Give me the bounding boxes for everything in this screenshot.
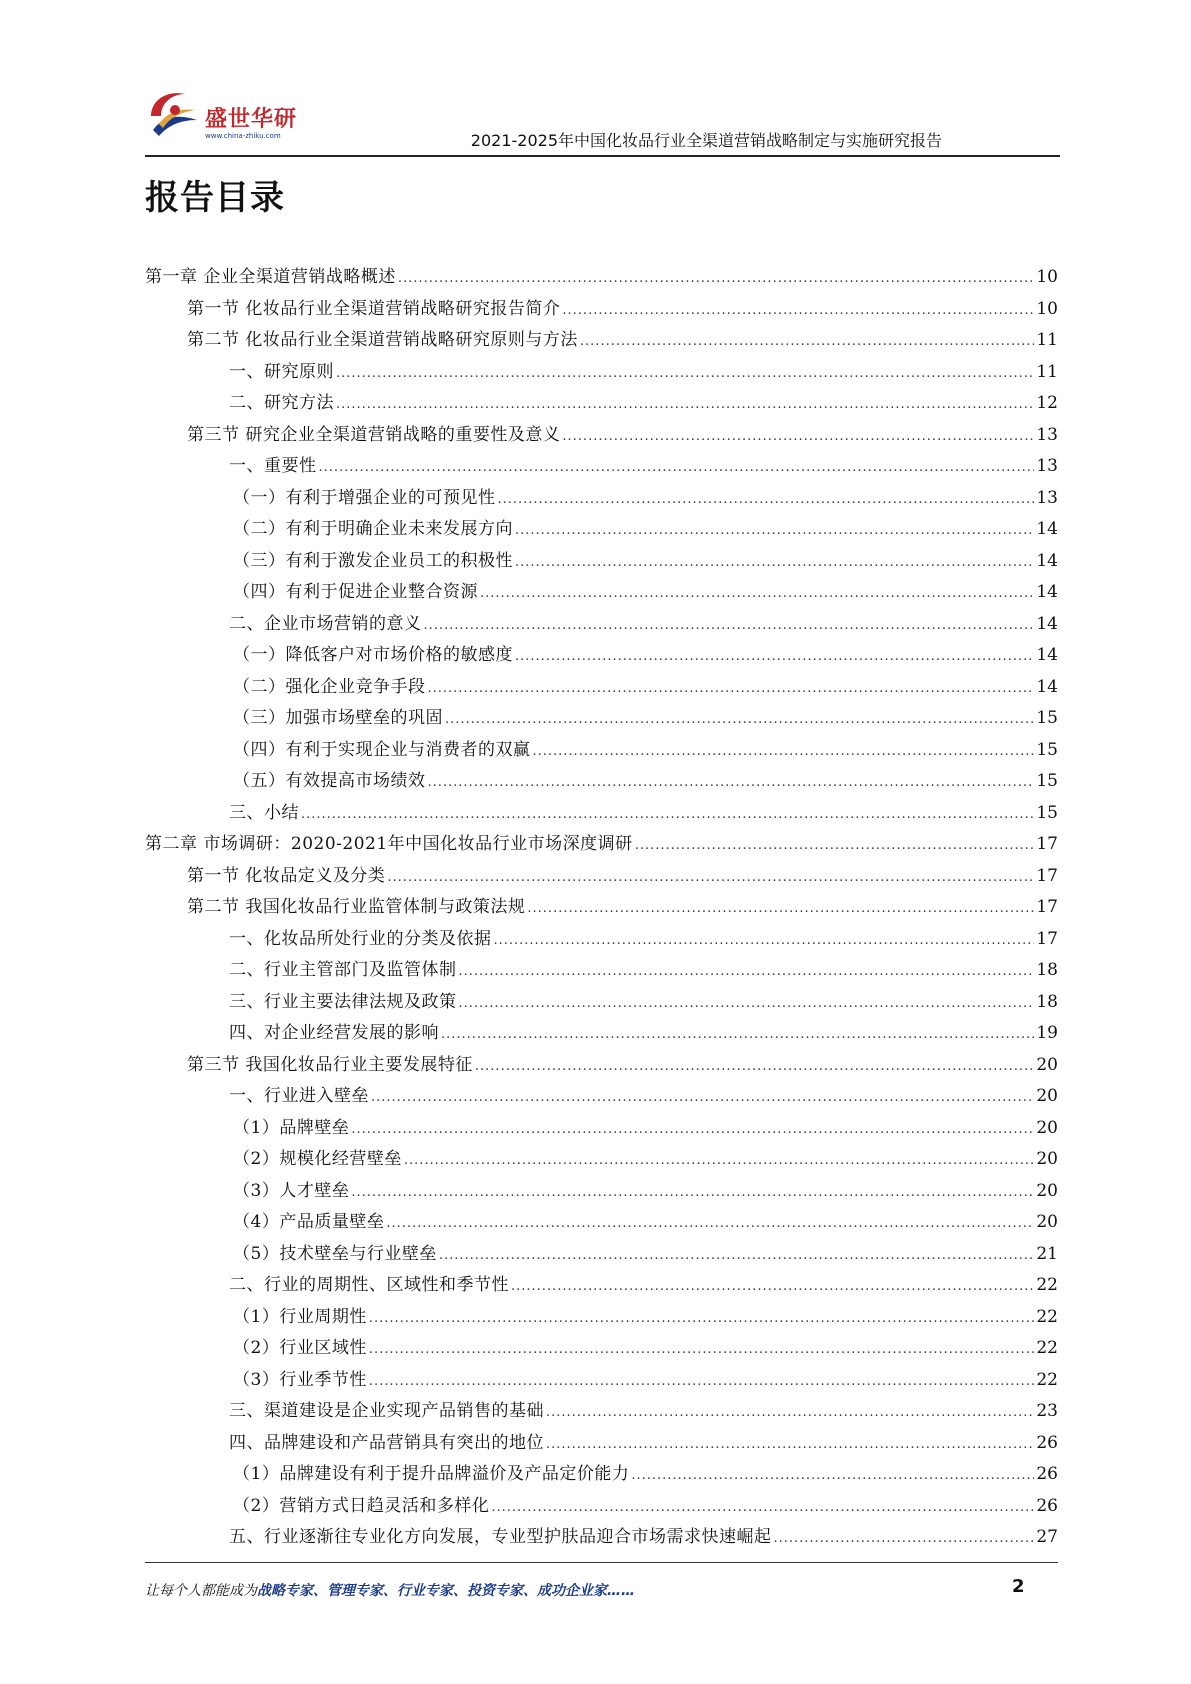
toc-entry-page: 26 xyxy=(1036,1464,1058,1484)
toc-entry-page: 27 xyxy=(1036,1527,1058,1547)
toc-entry[interactable] xyxy=(145,1302,1058,1334)
toc-entry-title: 四、品牌建设和产品营销具有突出的地位 xyxy=(229,1432,544,1453)
toc-entry[interactable] xyxy=(145,798,1058,830)
toc-leader-dots xyxy=(562,303,1034,318)
toc-entry-page: 22 xyxy=(1036,1275,1058,1295)
toc-leader-dots xyxy=(439,1248,1035,1263)
toc-entry[interactable] xyxy=(145,1081,1058,1113)
toc-leader-dots xyxy=(635,838,1035,853)
toc-entry[interactable] xyxy=(145,1113,1058,1145)
toc-entry-page: 19 xyxy=(1036,1023,1058,1043)
toc-entry-page: 15 xyxy=(1036,739,1058,760)
toc-entry[interactable] xyxy=(145,703,1058,735)
toc-entry-title: 二、行业的周期性、区域性和季节性 xyxy=(229,1275,509,1295)
toc-leader-dots xyxy=(491,1500,1034,1515)
toc-entry-page: 13 xyxy=(1036,487,1058,508)
toc-entry-title: （四）有利于促进企业整合资源 xyxy=(233,582,478,602)
brand-logo-icon xyxy=(145,86,203,144)
table-of-contents xyxy=(145,262,1058,1554)
toc-entry[interactable] xyxy=(145,1207,1058,1239)
toc-entry-title: （二）强化企业竞争手段 xyxy=(233,676,426,697)
toc-entry-page: 15 xyxy=(1036,708,1058,728)
toc-entry[interactable] xyxy=(145,451,1058,483)
page-number: 2 xyxy=(1012,1576,1025,1597)
toc-entry[interactable] xyxy=(145,483,1058,515)
toc-entry-title: （四）有利于实现企业与消费者的双赢 xyxy=(233,739,531,760)
brand-url: www.china-zhiku.com xyxy=(205,132,281,140)
toc-leader-dots xyxy=(369,1342,1035,1357)
toc-leader-dots xyxy=(301,807,1034,822)
toc-entry-page: 26 xyxy=(1036,1432,1058,1453)
toc-leader-dots xyxy=(428,775,1035,790)
toc-entry-title: 一、行业进入壁垒 xyxy=(229,1086,369,1106)
toc-entry[interactable] xyxy=(145,892,1058,924)
toc-entry-title: 二、行业主管部门及监管体制 xyxy=(229,960,457,980)
toc-entry-page: 14 xyxy=(1036,645,1058,665)
toc-entry[interactable] xyxy=(145,1459,1058,1491)
page-title: 报告目录 xyxy=(145,178,285,218)
toc-entry-page: 14 xyxy=(1036,676,1058,697)
toc-entry[interactable] xyxy=(145,735,1058,767)
toc-entry[interactable] xyxy=(145,1333,1058,1365)
toc-entry-page: 17 xyxy=(1036,865,1058,886)
toc-entry[interactable] xyxy=(145,1396,1058,1428)
toc-entry-title: 四、对企业经营发展的影响 xyxy=(229,1023,439,1043)
toc-entry-title: （1）品牌建设有利于提升品牌溢价及产品定价能力 xyxy=(233,1464,630,1484)
toc-leader-dots xyxy=(319,460,1035,475)
toc-entry[interactable] xyxy=(145,262,1058,294)
toc-entry[interactable] xyxy=(145,766,1058,798)
footer-slogan xyxy=(145,1580,635,1600)
toc-entry-page: 22 xyxy=(1036,1306,1058,1327)
toc-leader-dots xyxy=(631,1468,1034,1483)
footer-slogan-emphasis: 战略专家、管理专家、行业专家、投资专家、成功企业家…… xyxy=(257,1583,635,1599)
toc-entry-title: 一、化妆品所处行业的分类及依据 xyxy=(229,928,492,949)
toc-entry-title: （2）行业区域性 xyxy=(233,1338,367,1358)
toc-entry[interactable] xyxy=(145,1018,1058,1050)
toc-entry-page: 20 xyxy=(1036,1054,1058,1075)
toc-leader-dots xyxy=(387,870,1034,885)
toc-leader-dots xyxy=(494,933,1035,948)
toc-entry-title: （二）有利于明确企业未来发展方向 xyxy=(233,519,513,539)
toc-entry[interactable] xyxy=(145,546,1058,578)
brand-logo xyxy=(145,82,315,148)
toc-entry[interactable] xyxy=(145,325,1058,357)
toc-entry-page: 22 xyxy=(1036,1369,1058,1390)
toc-entry-title: 一、研究原则 xyxy=(229,361,334,382)
toc-leader-dots xyxy=(428,681,1035,696)
toc-entry-title: 三、小结 xyxy=(229,802,299,823)
toc-entry[interactable] xyxy=(145,1428,1058,1460)
toc-leader-dots xyxy=(336,397,1034,412)
toc-entry[interactable] xyxy=(145,1050,1058,1082)
toc-entry-title: （5）技术壁垒与行业壁垒 xyxy=(233,1243,437,1264)
toc-leader-dots xyxy=(386,1216,1034,1231)
footer-slogan-prefix: 让每个人都能成为 xyxy=(145,1583,257,1599)
toc-entry-title: （三）加强市场壁垒的巩固 xyxy=(233,708,443,728)
toc-entry[interactable] xyxy=(145,514,1058,546)
toc-leader-dots xyxy=(459,996,1035,1011)
toc-leader-dots xyxy=(404,1153,1035,1168)
toc-leader-dots xyxy=(369,1311,1035,1326)
toc-entry-page: 20 xyxy=(1036,1086,1058,1106)
toc-entry-title: 第三节 研究企业全渠道营销战略的重要性及意义 xyxy=(187,424,561,445)
toc-entry[interactable] xyxy=(145,294,1058,326)
toc-entry-page: 15 xyxy=(1036,771,1058,791)
toc-entry-page: 11 xyxy=(1036,330,1058,350)
toc-entry[interactable] xyxy=(145,1365,1058,1397)
toc-leader-dots xyxy=(533,744,1035,759)
toc-leader-dots xyxy=(511,1279,1034,1294)
header-divider xyxy=(145,155,1060,157)
toc-entry-page: 12 xyxy=(1036,393,1058,413)
toc-entry-page: 10 xyxy=(1036,267,1058,287)
report-title: 2021-2025年中国化妆品行业全渠道营销战略制定与实施研究报告 xyxy=(470,131,942,150)
toc-entry-title: 三、渠道建设是企业实现产品销售的基础 xyxy=(229,1401,544,1421)
toc-entry-title: （2）营销方式日趋灵活和多样化 xyxy=(233,1495,490,1516)
toc-entry-page: 26 xyxy=(1036,1495,1058,1516)
toc-leader-dots xyxy=(580,334,1034,349)
toc-entry-title: 第一节 化妆品定义及分类 xyxy=(187,865,386,886)
toc-leader-dots xyxy=(459,964,1035,979)
toc-leader-dots xyxy=(351,1185,1034,1200)
toc-entry-page: 20 xyxy=(1036,1117,1058,1138)
toc-entry[interactable] xyxy=(145,955,1058,987)
toc-entry-page: 20 xyxy=(1036,1180,1058,1201)
toc-leader-dots xyxy=(424,618,1035,633)
toc-entry[interactable] xyxy=(145,577,1058,609)
toc-entry-page: 14 xyxy=(1036,550,1058,571)
toc-entry[interactable] xyxy=(145,924,1058,956)
toc-entry-title: （一）降低客户对市场价格的敏感度 xyxy=(233,645,513,665)
toc-entry[interactable] xyxy=(145,609,1058,641)
toc-entry-title: 第三节 我国化妆品行业主要发展特征 xyxy=(187,1054,473,1075)
toc-entry-page: 22 xyxy=(1036,1338,1058,1358)
toc-entry[interactable] xyxy=(145,640,1058,672)
toc-entry[interactable] xyxy=(145,861,1058,893)
toc-entry-title: （三）有利于激发企业员工的积极性 xyxy=(233,550,513,571)
toc-entry-page: 15 xyxy=(1036,802,1058,823)
toc-entry-page: 11 xyxy=(1036,361,1058,382)
toc-entry[interactable] xyxy=(145,829,1058,861)
toc-entry-title: （1）行业周期性 xyxy=(233,1306,367,1327)
toc-entry-page: 20 xyxy=(1036,1212,1058,1232)
toc-entry-title: （五）有效提高市场绩效 xyxy=(233,771,426,791)
toc-leader-dots xyxy=(498,492,1035,507)
toc-entry-page: 18 xyxy=(1036,960,1058,980)
toc-entry-page: 14 xyxy=(1036,519,1058,539)
toc-entry-title: 第二节 化妆品行业全渠道营销战略研究原则与方法 xyxy=(187,330,578,350)
toc-entry[interactable] xyxy=(145,1176,1058,1208)
toc-leader-dots xyxy=(480,586,1034,601)
toc-leader-dots xyxy=(515,649,1034,664)
toc-entry-page: 14 xyxy=(1036,613,1058,634)
toc-entry[interactable] xyxy=(145,1270,1058,1302)
toc-entry-title: （3）行业季节性 xyxy=(233,1369,367,1390)
toc-entry-title: （2）规模化经营壁垒 xyxy=(233,1149,402,1169)
toc-leader-dots xyxy=(562,429,1034,444)
toc-entry[interactable] xyxy=(145,672,1058,704)
toc-leader-dots xyxy=(515,523,1034,538)
toc-entry-page: 13 xyxy=(1036,456,1058,476)
toc-entry-page: 17 xyxy=(1036,897,1058,917)
toc-leader-dots xyxy=(515,555,1034,570)
toc-leader-dots xyxy=(475,1059,1034,1074)
toc-entry[interactable] xyxy=(145,1491,1058,1523)
toc-entry[interactable] xyxy=(145,357,1058,389)
toc-entry-title: 第一节 化妆品行业全渠道营销战略研究报告简介 xyxy=(187,298,561,319)
toc-entry-title: （1）品牌壁垒 xyxy=(233,1117,350,1138)
toc-entry-page: 21 xyxy=(1036,1243,1058,1264)
toc-entry-page: 14 xyxy=(1036,582,1058,602)
toc-entry-page: 13 xyxy=(1036,424,1058,445)
footer-divider xyxy=(145,1562,1058,1563)
brand-name: 盛世华研 xyxy=(205,107,298,132)
toc-entry-title: （4）产品质量壁垒 xyxy=(233,1212,385,1232)
toc-entry[interactable] xyxy=(145,1239,1058,1271)
toc-leader-dots xyxy=(441,1027,1034,1042)
toc-entry-title: 第二节 我国化妆品行业监管体制与政策法规 xyxy=(187,897,526,917)
toc-entry-title: 一、重要性 xyxy=(229,456,317,476)
toc-entry-title: 三、行业主要法律法规及政策 xyxy=(229,991,457,1012)
toc-entry-page: 17 xyxy=(1036,928,1058,949)
toc-leader-dots xyxy=(369,1374,1035,1389)
toc-entry-title: 二、企业市场营销的意义 xyxy=(229,613,422,634)
toc-leader-dots xyxy=(445,712,1034,727)
toc-leader-dots xyxy=(351,1122,1034,1137)
toc-leader-dots xyxy=(774,1531,1035,1546)
toc-leader-dots xyxy=(546,1437,1034,1452)
toc-entry[interactable] xyxy=(145,420,1058,452)
toc-entry-title: （一）有利于增强企业的可预见性 xyxy=(233,487,496,508)
toc-entry-title: （3）人才壁垒 xyxy=(233,1180,350,1201)
toc-entry-title: 五、行业逐渐往专业化方向发展，专业型护肤品迎合市场需求快速崛起 xyxy=(229,1527,772,1547)
toc-entry-title: 第二章 市场调研：2020-2021年中国化妆品行业市场深度调研 xyxy=(145,834,633,854)
toc-entry-page: 23 xyxy=(1036,1401,1058,1421)
toc-entry-page: 17 xyxy=(1036,834,1058,854)
toc-leader-dots xyxy=(546,1405,1034,1420)
toc-entry-page: 20 xyxy=(1036,1149,1058,1169)
toc-leader-dots xyxy=(336,366,1034,381)
toc-leader-dots xyxy=(398,271,1034,286)
toc-entry-page: 10 xyxy=(1036,298,1058,319)
toc-leader-dots xyxy=(527,901,1034,916)
page-header xyxy=(145,82,1060,158)
toc-entry-title: 第一章 企业全渠道营销战略概述 xyxy=(145,267,396,287)
toc-entry[interactable] xyxy=(145,987,1058,1019)
toc-entry-title: 二、研究方法 xyxy=(229,393,334,413)
toc-entry[interactable] xyxy=(145,388,1058,420)
toc-entry[interactable] xyxy=(145,1144,1058,1176)
toc-entry[interactable] xyxy=(145,1522,1058,1554)
toc-leader-dots xyxy=(371,1090,1034,1105)
toc-entry-page: 18 xyxy=(1036,991,1058,1012)
